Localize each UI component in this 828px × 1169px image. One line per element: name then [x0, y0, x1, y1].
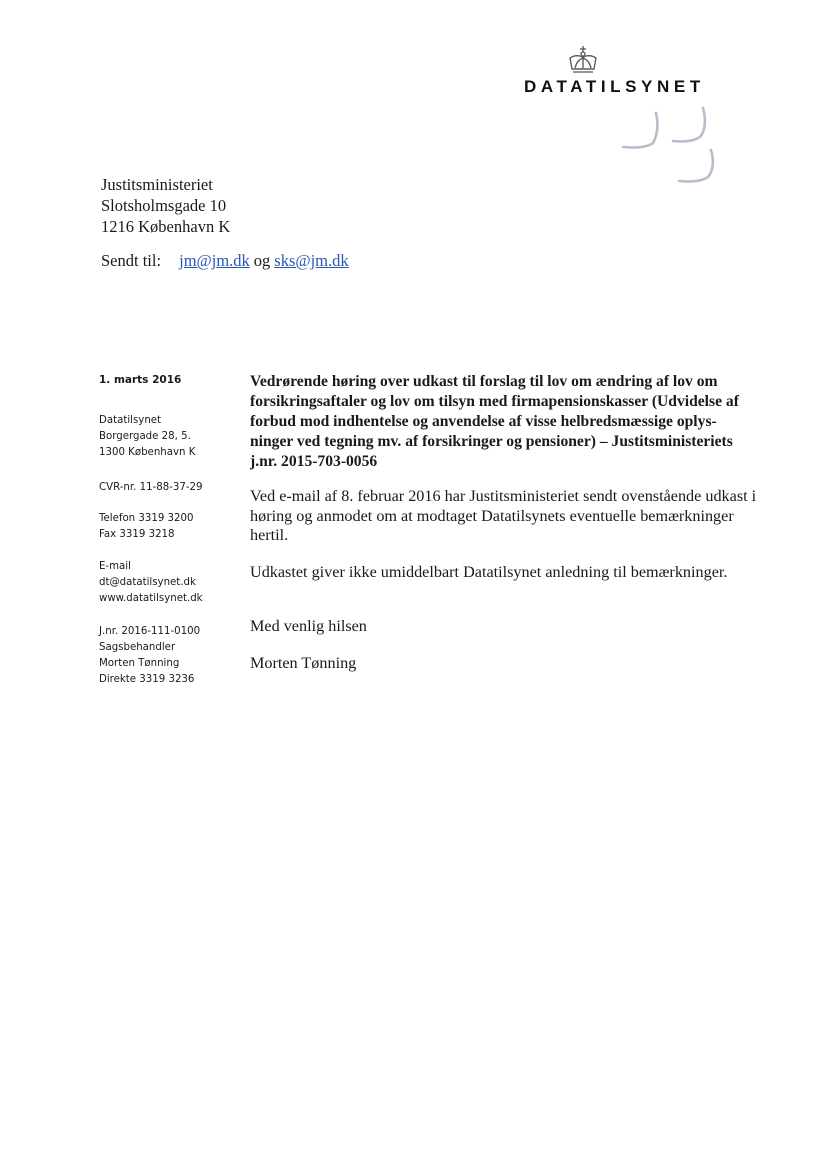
email-link-jm[interactable]: jm@jm.dk	[179, 251, 250, 270]
sent-to-joiner: og	[253, 251, 271, 270]
recipient-line: Slotsholmsgade 10	[101, 196, 227, 215]
brand-logo-text: DATATILSYNET	[524, 77, 705, 96]
email-label: E-mail	[99, 561, 131, 572]
handwritten-marks	[615, 105, 735, 190]
subject-line: j.nr. 2015-703-0056	[250, 453, 378, 470]
letter-subject	[250, 372, 765, 472]
case-handler-name: Morten Tønning	[99, 658, 180, 669]
case-number: J.nr. 2016-111-0100	[99, 626, 201, 637]
phone-line: Telefon 3319 3200	[99, 513, 194, 524]
letter-date: 1. marts 2016	[99, 374, 182, 386]
paragraph-1	[250, 487, 756, 546]
paragraph-line: Ved e-mail af 8. februar 2016 har Justitsministeriet sendt ovenstående udkast i	[250, 487, 757, 505]
paragraph-line: hertil.	[250, 526, 289, 544]
sent-to-line	[101, 251, 349, 271]
closing: Med venlig hilsen	[250, 617, 367, 635]
direct-phone: Direkte 3319 3236	[99, 674, 195, 685]
email-link-sks[interactable]: sks@jm.dk	[274, 251, 349, 270]
subject-line: Vedrørende høring over udkast til forslag til lov om ændring af lov om	[250, 373, 718, 390]
sender-address-line: Borgergade 28, 5.	[99, 431, 191, 442]
fax-line: Fax 3319 3218	[99, 529, 175, 540]
contact-website[interactable]: www.datatilsynet.dk	[99, 593, 203, 604]
subject-line: ninger ved tegning mv. af forsikringer og pensioner) – Justitsministeriets	[250, 433, 733, 450]
sent-to-label: Sendt til:	[101, 251, 162, 270]
sender-address-line: Datatilsynet	[99, 415, 162, 426]
contact-info	[99, 559, 203, 607]
sender-address-line: 1300 København K	[99, 447, 196, 458]
crown-icon	[563, 45, 603, 75]
case-info	[99, 624, 200, 688]
case-handler-label: Sagsbehandler	[99, 642, 176, 653]
subject-line: forbud mod indhentelse og anvendelse af visse helbredsmæssige oplys-	[250, 413, 717, 430]
phone-info	[99, 511, 193, 543]
subject-line: forsikringsaftaler og lov om tilsyn med firmapensionskasser (Udvidelse af	[250, 393, 739, 410]
cvr-number: CVR-nr. 11-88-37-29	[99, 482, 203, 493]
paragraph-2: Udkastet giver ikke umiddelbart Datatilsynet anledning til bemærkninger.	[250, 563, 728, 581]
paragraph-line: høring og anmodet om at modtaget Datatilsynets eventuelle bemærkninger	[250, 506, 734, 525]
sender-address	[99, 413, 195, 461]
recipient-line: 1216 København K	[101, 217, 231, 236]
contact-email[interactable]: dt@datatilsynet.dk	[99, 577, 196, 588]
recipient-line: Justitsministeriet	[101, 175, 213, 194]
signature: Morten Tønning	[250, 654, 357, 672]
recipient-address	[101, 174, 230, 237]
